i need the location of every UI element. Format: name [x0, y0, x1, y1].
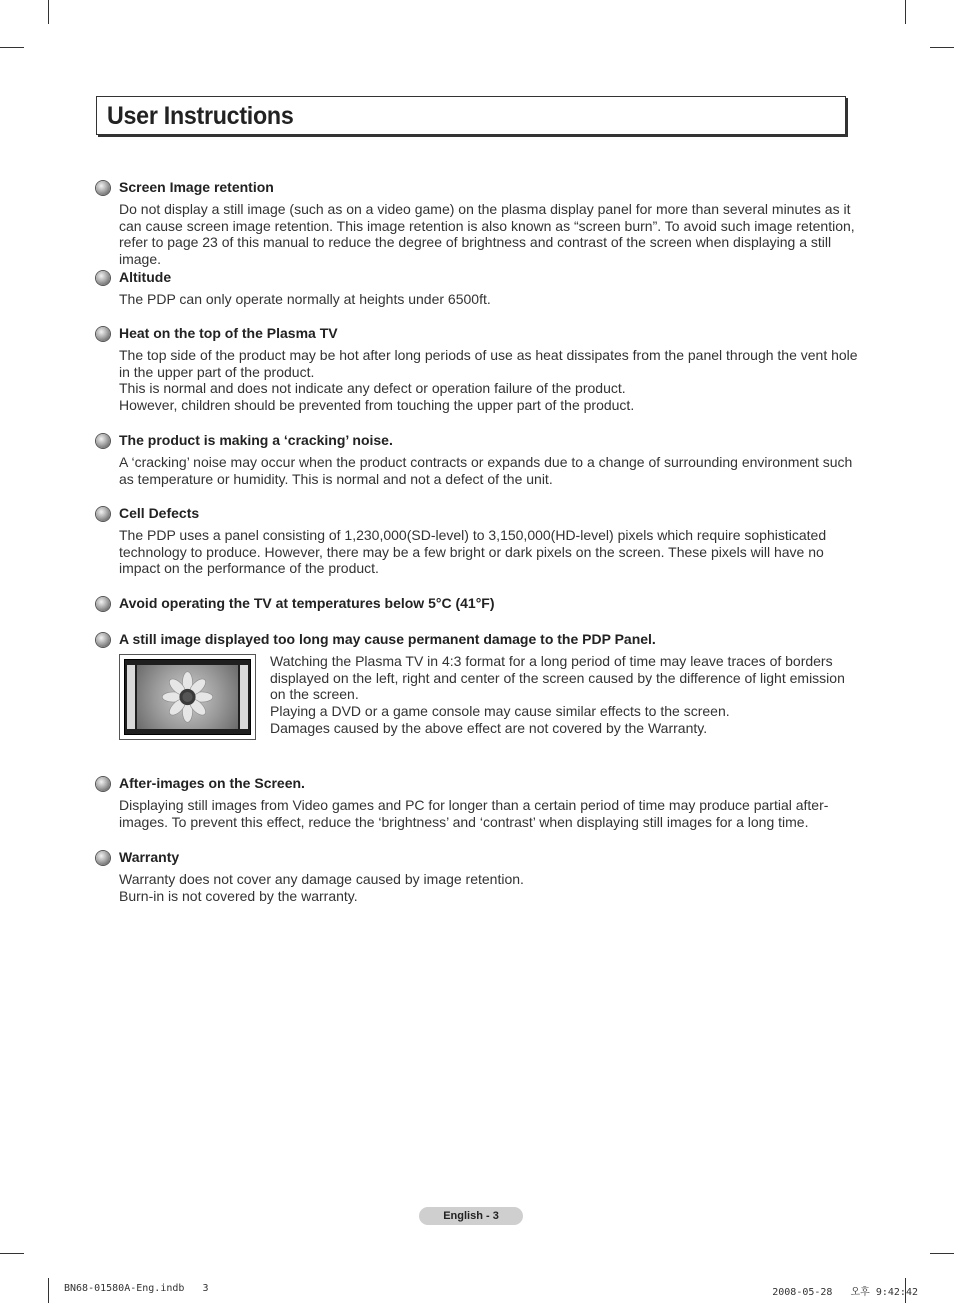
- bullet-icon: [96, 851, 110, 865]
- flower-icon: [137, 665, 238, 729]
- section-body: [119, 291, 859, 308]
- crop-mark: [48, 1278, 49, 1303]
- section-heading: Cell Defects: [119, 505, 200, 521]
- body-line: The top side of the product may be hot after long periods of use as heat dissipates from the panel through the vent hole in the upper part of the product.: [119, 347, 858, 380]
- body-line: Damages caused by the above effect are not covered by the Warranty.: [270, 719, 708, 736]
- tv-screen-image: [119, 654, 256, 740]
- body-line: Warranty does not cover any damage caused by image retention.: [119, 871, 524, 887]
- bullet-icon: [96, 181, 110, 195]
- section-body: [119, 201, 859, 268]
- bullet-icon: [96, 597, 110, 611]
- body-line: Watching the Plasma TV in 4:3 format for a long period of time may leave traces of borders displayed on the left, right and center of the screen caused by the difference of light emission on the screen.: [270, 653, 845, 703]
- section-body: [119, 871, 859, 904]
- title-box: [96, 96, 846, 135]
- body-line: This is normal and does not indicate any defect or operation failure of the product.: [119, 380, 626, 397]
- body-line: Displaying still images from Video games and PC for longer than a certain period of time may produce partial after-images. To prevent this effect, reduce the ‘brightness’ and ‘contrast’ when displaying still images for a long time.: [119, 797, 829, 830]
- section-heading: Warranty: [119, 849, 180, 865]
- body-line: Burn-in is not covered by the warranty.: [119, 887, 358, 904]
- section-heading: Altitude: [119, 269, 172, 285]
- body-line: Do not display a still image (such as on a video game) on the plasma display panel for more than several minutes as it can cause screen image retention. This image retention is also known as “screen burn”. To avoid such image retention, refer to page 23 of this manual to reduce the degree of brightness and contrast of the screen when displaying a still image.: [119, 201, 855, 268]
- flower-picture: [137, 665, 238, 729]
- crop-mark: [0, 1253, 24, 1254]
- section-heading: Screen Image retention: [119, 179, 274, 195]
- section-heading: The product is making a ‘cracking’ noise.: [119, 432, 393, 448]
- left-border-bar: [127, 665, 135, 729]
- footer-timestamp: 2008-05-28 오후 9:42:42: [772, 1287, 918, 1298]
- bullet-icon: [96, 633, 110, 647]
- right-border-bar: [240, 665, 248, 729]
- body-line: Playing a DVD or a game console may cause similar effects to the screen.: [270, 703, 730, 720]
- crop-mark: [905, 0, 906, 24]
- section-heading: Heat on the top of the Plasma TV: [119, 325, 338, 341]
- section-heading: A still image displayed too long may cause permanent damage to the PDP Panel.: [119, 631, 656, 647]
- body-line: The PDP uses a panel consisting of 1,230,000(SD-level) to 3,150,000(HD-level) pixels which require sophisticated technology to produce. However, there may be a few bright or dark pixels on the screen. These pixels will have no impact on the performance of the product.: [119, 527, 827, 577]
- tv-screen-bezel: [124, 659, 251, 735]
- section-body: [119, 454, 859, 487]
- bullet-icon: [96, 434, 110, 448]
- crop-mark: [930, 47, 954, 48]
- section-body: [270, 653, 855, 737]
- page-number-badge: English - 3: [419, 1207, 523, 1225]
- bullet-icon: [96, 777, 110, 791]
- body-line: A ‘cracking’ noise may occur when the product contracts or expands due to a change of surrounding environment such as temperature or humidity. This is normal and not a defect of the unit.: [119, 454, 853, 487]
- crop-mark: [930, 1253, 954, 1254]
- body-line: However, children should be prevented from touching the upper part of the product.: [119, 397, 635, 414]
- page-title: User Instructions: [107, 102, 294, 130]
- footer-file-name: BN68-01580A-Eng.indb 3: [64, 1283, 209, 1294]
- section-heading: Avoid operating the TV at temperatures below 5°C (41°F): [119, 595, 495, 611]
- section-body: [119, 527, 859, 577]
- crop-mark: [48, 0, 49, 24]
- bullet-icon: [96, 271, 110, 285]
- body-line: The PDP can only operate normally at heights under 6500ft.: [119, 291, 491, 307]
- section-body: [119, 797, 859, 830]
- bullet-icon: [96, 507, 110, 521]
- section-body: [119, 347, 859, 414]
- crop-mark: [0, 47, 24, 48]
- section-heading: After-images on the Screen.: [119, 775, 305, 791]
- bullet-icon: [96, 327, 110, 341]
